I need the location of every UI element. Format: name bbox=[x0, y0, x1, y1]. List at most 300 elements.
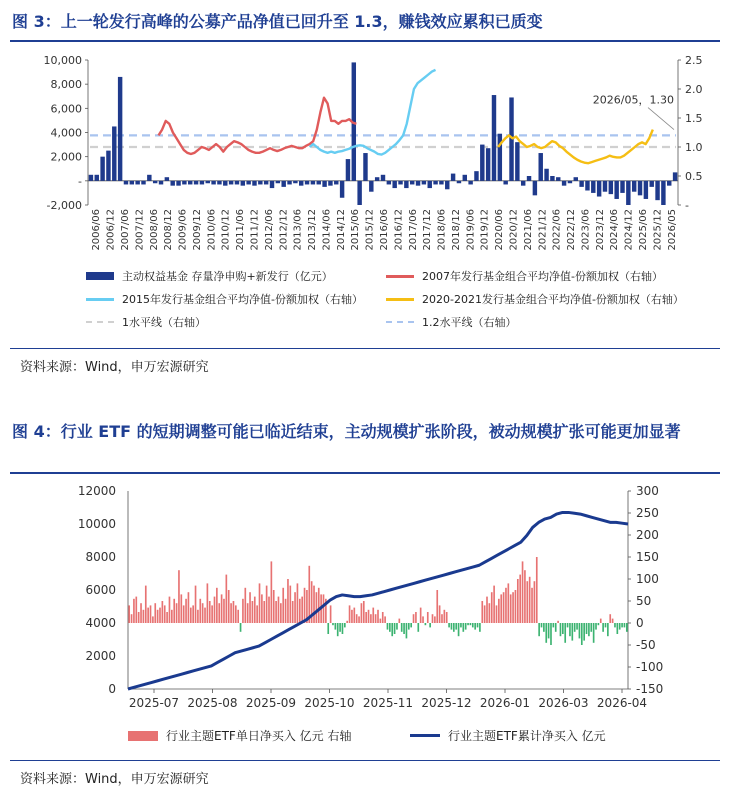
legend-item bbox=[386, 314, 517, 330]
bar bbox=[394, 623, 396, 634]
legend-label: 1水平线（右轴） bbox=[122, 316, 206, 329]
bar bbox=[433, 181, 437, 185]
bar bbox=[644, 181, 648, 199]
bar bbox=[299, 599, 301, 623]
right-tick-label: -100 bbox=[636, 660, 664, 674]
x-tick-label: 2017/12 bbox=[422, 209, 434, 251]
bar bbox=[346, 159, 350, 181]
bar bbox=[568, 181, 572, 183]
annotation-label: 2026/05，1.30 bbox=[592, 93, 674, 107]
bar bbox=[147, 175, 151, 181]
bar bbox=[524, 570, 526, 623]
x-tick-label: 2024/12 bbox=[623, 209, 635, 251]
x-tick-label: 2020/06 bbox=[494, 209, 506, 251]
left-tick-label: 8,000 bbox=[50, 78, 82, 92]
bar bbox=[401, 623, 403, 632]
bar bbox=[569, 623, 571, 636]
bar bbox=[626, 623, 628, 632]
bar bbox=[375, 614, 377, 623]
x-tick-label: 2025/06 bbox=[638, 209, 650, 251]
bar bbox=[526, 581, 528, 623]
bar bbox=[458, 623, 460, 636]
legend-item bbox=[86, 291, 363, 307]
bar bbox=[486, 597, 488, 623]
bar bbox=[349, 605, 351, 623]
bar bbox=[226, 575, 228, 623]
bar bbox=[543, 623, 545, 632]
x-tick-label: 2026/05 bbox=[666, 209, 678, 251]
left-tick-label: 8000 bbox=[85, 550, 116, 564]
bar bbox=[240, 623, 242, 632]
bar bbox=[281, 181, 285, 187]
bar bbox=[621, 623, 623, 627]
x-tick-label: 2021/06 bbox=[522, 209, 534, 251]
bar bbox=[247, 603, 249, 623]
legend-label: 2015年发行基金组合平均净值-份额加权（右轴） bbox=[122, 293, 363, 306]
bar bbox=[216, 588, 218, 623]
bar bbox=[649, 181, 653, 187]
bar bbox=[574, 623, 576, 632]
legend-label: 主动权益基金 存量净申购+新发行（亿元） bbox=[122, 270, 333, 283]
fig4-title-rule bbox=[10, 472, 720, 474]
bar bbox=[153, 181, 157, 183]
bar bbox=[230, 603, 232, 623]
right-tick-label: 150 bbox=[636, 550, 659, 564]
bar bbox=[609, 614, 611, 623]
bar bbox=[178, 570, 180, 623]
bar bbox=[365, 612, 367, 623]
bar bbox=[557, 621, 559, 623]
fig4-source: 资料来源：Wind，申万宏源研究 bbox=[20, 772, 209, 787]
bar bbox=[619, 623, 621, 630]
bar bbox=[357, 181, 361, 205]
bar bbox=[317, 181, 321, 185]
bar bbox=[316, 592, 318, 623]
bar bbox=[632, 181, 636, 192]
bar bbox=[242, 599, 244, 623]
bar bbox=[140, 603, 142, 623]
x-tick-label: 2017/06 bbox=[407, 209, 419, 251]
left-tick-label: 0 bbox=[108, 682, 116, 696]
bar bbox=[420, 608, 422, 623]
bar bbox=[223, 181, 227, 186]
x-tick-label: 2020/12 bbox=[508, 209, 520, 251]
legend-item bbox=[386, 268, 663, 284]
bar bbox=[510, 594, 512, 623]
bar bbox=[579, 623, 581, 638]
x-tick-label: 2007/12 bbox=[134, 209, 146, 251]
x-tick-label: 2008/12 bbox=[163, 209, 175, 251]
right-tick-label: 0.5 bbox=[685, 170, 703, 183]
bar bbox=[135, 597, 137, 623]
bar bbox=[614, 623, 616, 627]
x-tick-label: 2026-01 bbox=[479, 696, 531, 710]
legend-swatch bbox=[386, 275, 414, 278]
bar bbox=[529, 577, 531, 623]
bar bbox=[425, 623, 427, 625]
bar bbox=[441, 614, 443, 623]
x-tick-label: 2012/12 bbox=[278, 209, 290, 251]
right-tick-label: 1.0 bbox=[685, 141, 703, 154]
x-tick-label: 2023/06 bbox=[580, 209, 592, 251]
bar bbox=[327, 623, 329, 634]
left-tick-label: 2000 bbox=[85, 649, 116, 663]
bar bbox=[285, 599, 287, 623]
bar bbox=[237, 610, 239, 623]
bar bbox=[229, 181, 233, 185]
bar bbox=[221, 594, 223, 623]
bar bbox=[244, 588, 246, 623]
bar bbox=[206, 181, 210, 183]
bar bbox=[579, 181, 583, 187]
x-tick-label: 2015/12 bbox=[364, 209, 376, 251]
bar bbox=[297, 583, 299, 623]
bar bbox=[444, 610, 446, 623]
bar bbox=[133, 599, 135, 623]
legend-item bbox=[386, 291, 684, 307]
bar bbox=[521, 181, 525, 186]
fig3-source: 资料来源：Wind，申万宏源研究 bbox=[20, 360, 209, 375]
bar bbox=[480, 145, 484, 181]
bar bbox=[505, 588, 507, 623]
bar bbox=[474, 623, 476, 630]
bar bbox=[337, 623, 339, 636]
legend-swatch bbox=[128, 731, 158, 741]
x-tick-label: 2025/12 bbox=[652, 209, 664, 251]
bar bbox=[603, 181, 607, 192]
bar bbox=[600, 619, 602, 623]
right-tick-label: -50 bbox=[636, 638, 656, 652]
right-tick-label: 1.5 bbox=[685, 112, 703, 125]
bar bbox=[614, 181, 618, 199]
x-tick-label: 2022/12 bbox=[566, 209, 578, 251]
bar bbox=[304, 588, 306, 623]
left-tick-label: -2,000 bbox=[46, 199, 82, 212]
x-tick-label: 2022/06 bbox=[551, 209, 563, 251]
bar bbox=[377, 610, 379, 623]
bar bbox=[479, 623, 481, 632]
legend-item bbox=[410, 727, 606, 744]
bar bbox=[182, 181, 186, 185]
bar bbox=[536, 557, 538, 623]
bar bbox=[384, 616, 386, 623]
bar bbox=[492, 95, 496, 181]
x-tick-label: 2009/12 bbox=[191, 209, 203, 251]
bar bbox=[626, 181, 630, 205]
bar bbox=[235, 181, 239, 185]
bar bbox=[192, 605, 194, 623]
bar bbox=[486, 148, 490, 181]
bar bbox=[211, 605, 213, 623]
bar bbox=[346, 621, 348, 623]
bar bbox=[214, 597, 216, 623]
x-tick-label: 2011/06 bbox=[235, 209, 247, 251]
bar bbox=[553, 623, 555, 627]
bar bbox=[356, 614, 358, 623]
left-tick-label: 4000 bbox=[85, 616, 116, 630]
bar bbox=[588, 623, 590, 636]
legend-label: 行业主题ETF单日净买入 亿元 右轴 bbox=[166, 729, 352, 743]
bar bbox=[282, 588, 284, 623]
bar bbox=[170, 181, 174, 186]
fig4-source-rule bbox=[10, 760, 720, 761]
bar bbox=[555, 623, 557, 632]
bar bbox=[567, 623, 569, 627]
bar bbox=[100, 157, 104, 181]
bar bbox=[498, 599, 500, 623]
bar bbox=[293, 181, 297, 183]
bar bbox=[323, 594, 325, 623]
bar bbox=[258, 181, 262, 185]
bar bbox=[150, 605, 152, 623]
bar bbox=[673, 172, 677, 180]
bar bbox=[194, 181, 198, 185]
bar bbox=[398, 181, 402, 185]
bar bbox=[477, 623, 479, 627]
x-tick-label: 2014/06 bbox=[321, 209, 333, 251]
bar bbox=[270, 181, 274, 188]
bar bbox=[493, 586, 495, 623]
x-tick-label: 2021/12 bbox=[537, 209, 549, 251]
bar bbox=[95, 175, 99, 181]
left-tick-label: - bbox=[78, 174, 82, 188]
bar bbox=[289, 586, 291, 623]
bar bbox=[415, 612, 417, 623]
bar bbox=[410, 181, 414, 185]
bar bbox=[448, 623, 450, 627]
legend-item bbox=[128, 727, 351, 744]
x-tick-label: 2010/12 bbox=[220, 209, 232, 251]
bar bbox=[128, 605, 130, 623]
left-tick-label: 2,000 bbox=[50, 150, 82, 164]
bar bbox=[299, 181, 303, 186]
bar bbox=[112, 126, 116, 180]
bar bbox=[308, 566, 310, 623]
bar bbox=[342, 623, 344, 634]
bar bbox=[256, 605, 258, 623]
bar bbox=[484, 605, 486, 623]
bar bbox=[432, 614, 434, 623]
bar bbox=[550, 623, 552, 645]
x-tick-label: 2018/06 bbox=[436, 209, 448, 251]
bar bbox=[463, 175, 467, 181]
bar bbox=[429, 623, 431, 627]
bar bbox=[351, 610, 353, 623]
bar bbox=[472, 623, 474, 627]
bar bbox=[404, 181, 408, 188]
left-tick-label: 10000 bbox=[77, 517, 116, 531]
bar bbox=[439, 181, 443, 185]
right-tick-label: 2.5 bbox=[685, 54, 703, 67]
bar bbox=[408, 623, 410, 630]
bar bbox=[246, 181, 250, 185]
x-tick-label: 2025-07 bbox=[128, 696, 180, 710]
bar bbox=[391, 623, 393, 636]
bar bbox=[147, 608, 149, 623]
bar bbox=[176, 181, 180, 186]
x-tick-label: 2018/12 bbox=[450, 209, 462, 251]
bar bbox=[406, 623, 408, 638]
bar bbox=[211, 181, 215, 185]
bar bbox=[162, 601, 164, 623]
bar bbox=[489, 603, 491, 623]
bar bbox=[207, 583, 209, 623]
right-tick-label: - bbox=[685, 199, 689, 212]
bar bbox=[241, 181, 245, 186]
bar bbox=[583, 623, 585, 641]
bar bbox=[590, 623, 592, 632]
left-tick-label: 10,000 bbox=[43, 54, 82, 67]
legend-swatch bbox=[386, 298, 414, 301]
bar bbox=[498, 134, 502, 181]
legend-label: 2007年发行基金组合平均净值-份额加权（右轴） bbox=[422, 270, 663, 283]
bar bbox=[571, 623, 573, 641]
bar bbox=[145, 586, 147, 623]
x-tick-label: 2026-03 bbox=[538, 696, 589, 710]
bar bbox=[396, 623, 398, 630]
bar bbox=[467, 623, 469, 625]
bar bbox=[392, 181, 396, 188]
bar bbox=[661, 181, 665, 205]
bar bbox=[188, 181, 192, 185]
bar bbox=[287, 181, 291, 185]
legend-item bbox=[86, 268, 333, 284]
bar bbox=[667, 181, 671, 186]
bar bbox=[453, 623, 455, 632]
bar bbox=[154, 603, 156, 623]
legend-label: 1.2水平线（右轴） bbox=[422, 316, 517, 329]
bar bbox=[131, 614, 133, 623]
bar bbox=[519, 575, 521, 623]
bar bbox=[252, 601, 254, 623]
bar bbox=[512, 592, 514, 623]
bar bbox=[451, 174, 455, 181]
legend-swatch bbox=[386, 321, 414, 323]
bar bbox=[541, 623, 543, 627]
x-tick-label: 2010/06 bbox=[206, 209, 218, 251]
bar bbox=[266, 586, 268, 623]
bar bbox=[254, 597, 256, 623]
bar bbox=[313, 586, 315, 623]
bar bbox=[180, 594, 182, 623]
bar bbox=[515, 590, 517, 623]
x-tick-label: 2013/12 bbox=[307, 209, 319, 251]
bar bbox=[586, 623, 588, 634]
bar bbox=[276, 181, 280, 183]
x-tick-label: 2024/06 bbox=[609, 209, 621, 251]
right-tick-label: 250 bbox=[636, 506, 659, 520]
bar bbox=[370, 614, 372, 623]
bar bbox=[534, 581, 536, 623]
bar bbox=[330, 605, 332, 623]
bar bbox=[451, 623, 453, 630]
fig4-chart bbox=[0, 476, 746, 720]
bar bbox=[605, 623, 607, 627]
bar bbox=[188, 592, 190, 623]
bar bbox=[287, 579, 289, 623]
bar bbox=[550, 176, 554, 181]
x-tick-label: 2016/12 bbox=[393, 209, 405, 251]
bar bbox=[620, 181, 624, 193]
bar bbox=[190, 608, 192, 623]
bar bbox=[235, 605, 237, 623]
bar bbox=[428, 181, 432, 188]
bar bbox=[445, 181, 449, 189]
legend-swatch bbox=[86, 298, 114, 301]
legend-label: 2020-2021发行基金组合平均净值-份额加权（右轴） bbox=[422, 293, 684, 306]
bar bbox=[598, 623, 600, 625]
bar bbox=[517, 579, 519, 623]
left-tick-label: 12000 bbox=[77, 484, 116, 498]
right-tick-label: 200 bbox=[636, 528, 659, 542]
bar bbox=[157, 610, 159, 623]
bar bbox=[335, 623, 337, 630]
bar bbox=[564, 623, 566, 643]
bar bbox=[199, 599, 201, 623]
x-tick-label: 2007/06 bbox=[119, 209, 131, 251]
bar bbox=[261, 594, 263, 623]
bar bbox=[334, 181, 338, 185]
bar bbox=[183, 605, 185, 623]
bar bbox=[462, 623, 464, 632]
bar bbox=[576, 623, 578, 630]
bar bbox=[332, 623, 334, 625]
bar bbox=[617, 623, 619, 634]
bar bbox=[427, 612, 429, 623]
bar bbox=[455, 623, 457, 630]
bar bbox=[538, 623, 540, 636]
x-tick-label: 2026-04 bbox=[596, 696, 648, 710]
bar bbox=[228, 590, 230, 623]
bar bbox=[491, 592, 493, 623]
right-tick-label: 2.0 bbox=[685, 83, 703, 96]
bar bbox=[417, 623, 419, 632]
bar bbox=[375, 177, 379, 181]
bar bbox=[527, 176, 531, 181]
bar bbox=[195, 586, 197, 623]
bar bbox=[294, 592, 296, 623]
legend-swatch bbox=[86, 272, 114, 280]
bar bbox=[574, 177, 578, 181]
bar bbox=[531, 588, 533, 623]
bar bbox=[638, 181, 642, 196]
bar bbox=[130, 181, 134, 185]
fig3-title-rule bbox=[10, 40, 720, 42]
bar bbox=[358, 616, 360, 623]
bar bbox=[143, 610, 145, 623]
bar bbox=[581, 623, 583, 645]
bar bbox=[124, 181, 128, 185]
bar bbox=[106, 151, 110, 181]
bar bbox=[539, 153, 543, 181]
bar bbox=[218, 603, 220, 623]
bar bbox=[166, 612, 168, 623]
x-tick-label: 2019/06 bbox=[465, 208, 477, 251]
bar bbox=[595, 623, 597, 630]
bar bbox=[481, 601, 483, 623]
x-tick-label: 2016/06 bbox=[379, 209, 390, 251]
bar bbox=[271, 561, 273, 623]
bar bbox=[515, 142, 519, 181]
x-tick-label: 2014/12 bbox=[335, 209, 347, 251]
x-tick-label: 2019/12 bbox=[479, 208, 491, 251]
bar bbox=[562, 181, 566, 186]
bar bbox=[522, 561, 524, 623]
bar bbox=[363, 601, 365, 623]
bar bbox=[624, 623, 626, 627]
bar bbox=[141, 181, 145, 185]
bar bbox=[548, 623, 550, 638]
